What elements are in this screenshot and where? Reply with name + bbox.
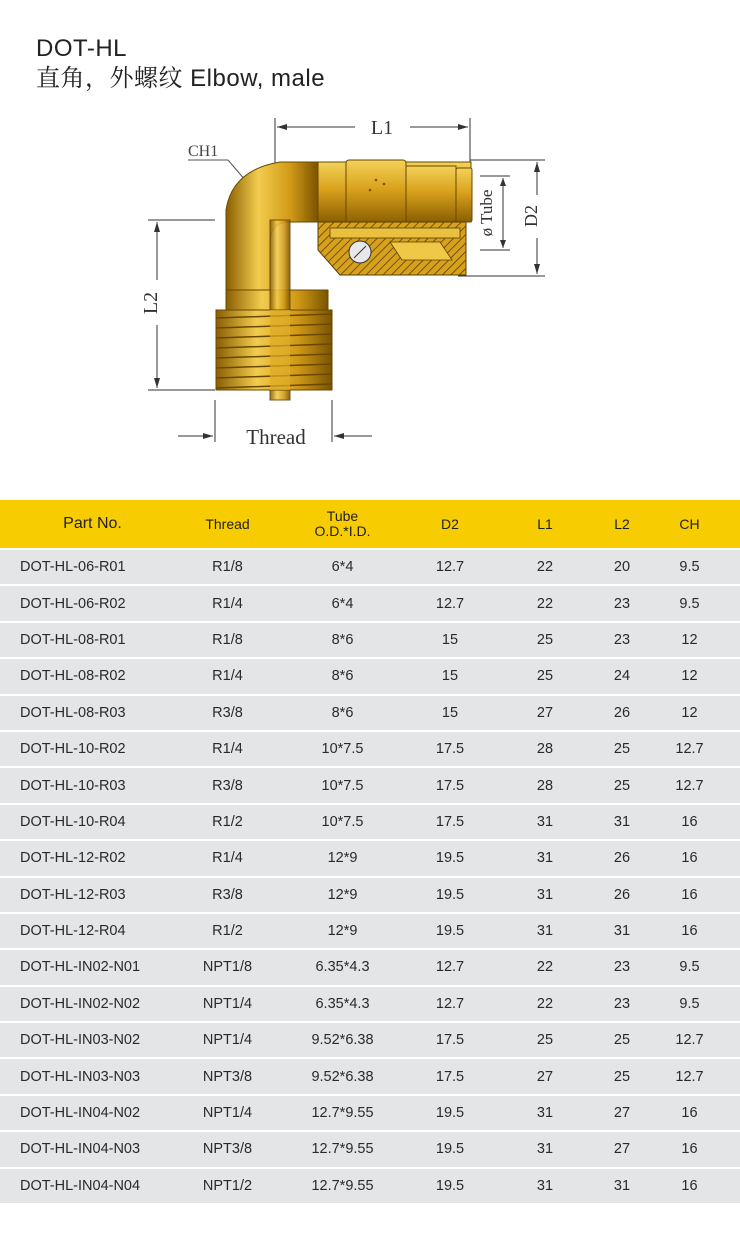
table-row [0,585,740,621]
cell-l2: 23 [605,986,639,1022]
cell-part-no: DOT-HL-06-R02 [0,585,185,621]
product-subtitle: 直角，外螺纹 Elbow, male [36,65,326,92]
label-ch1: CH1 [188,143,219,160]
cell-ch: 16 [639,1168,740,1203]
cell-tube: 12.7*9.55 [270,1168,415,1203]
dimension-tube [477,176,510,250]
cell-d2: 19.5 [415,1168,485,1203]
label-l1: L1 [370,117,394,139]
cell-thread: NPT1/8 [185,949,270,985]
cell-d2: 17.5 [415,731,485,767]
cell-part-no: DOT-HL-IN02-N02 [0,986,185,1022]
table-row [0,840,740,876]
table-row [0,1058,740,1094]
cell-thread: R1/4 [185,840,270,876]
cell-thread: R1/4 [185,731,270,767]
cell-thread: R1/4 [185,658,270,694]
cell-d2: 12.7 [415,986,485,1022]
cell-tube: 12.7*9.55 [270,1131,415,1167]
cell-d2: 12.7 [415,549,485,585]
header-ch: CH [639,500,740,549]
cell-l1: 25 [485,622,605,658]
cell-ch: 12.7 [639,1022,740,1058]
header-d2: D2 [415,500,485,549]
cell-part-no: DOT-HL-06-R01 [0,549,185,585]
cell-part-no: DOT-HL-10-R04 [0,804,185,840]
cell-ch: 9.5 [639,949,740,985]
header-tube-line1: Tube [326,508,359,524]
cell-l1: 22 [485,949,605,985]
cell-thread: R1/2 [185,913,270,949]
header-l2: L2 [605,500,639,549]
label-thread: Thread [246,425,306,449]
cell-l1: 25 [485,1022,605,1058]
cell-l1: 28 [485,767,605,803]
table-header [0,500,740,549]
fitting-body [216,160,472,400]
cell-ch: 16 [639,1095,740,1131]
cell-tube: 9.52*6.38 [270,1058,415,1094]
cell-ch: 12.7 [639,767,740,803]
cell-d2: 17.5 [415,1058,485,1094]
cell-l1: 27 [485,1058,605,1094]
cell-l1: 31 [485,1168,605,1203]
cell-thread: R3/8 [185,767,270,803]
dimension-l2 [140,220,215,390]
cell-part-no: DOT-HL-12-R04 [0,913,185,949]
cell-ch: 16 [639,840,740,876]
cell-ch: 9.5 [639,549,740,585]
table-row [0,877,740,913]
cell-part-no: DOT-HL-08-R03 [0,695,185,731]
cell-part-no: DOT-HL-08-R02 [0,658,185,694]
cell-d2: 12.7 [415,949,485,985]
cell-ch: 12.7 [639,731,740,767]
cell-tube: 8*6 [270,695,415,731]
cell-ch: 16 [639,877,740,913]
cell-l2: 26 [605,840,639,876]
cell-tube: 10*7.5 [270,731,415,767]
cell-tube: 10*7.5 [270,767,415,803]
table-row [0,622,740,658]
cell-ch: 16 [639,913,740,949]
cell-thread: R3/8 [185,695,270,731]
cell-thread: NPT1/4 [185,986,270,1022]
cell-l1: 31 [485,840,605,876]
cell-ch: 12.7 [639,1058,740,1094]
cell-thread: NPT3/8 [185,1058,270,1094]
cell-tube: 10*7.5 [270,804,415,840]
cell-l2: 20 [605,549,639,585]
cell-d2: 17.5 [415,1022,485,1058]
cell-thread: NPT1/2 [185,1168,270,1203]
cell-thread: NPT1/4 [185,1095,270,1131]
cell-l1: 31 [485,804,605,840]
table-row [0,1022,740,1058]
cell-tube: 6*4 [270,549,415,585]
table-body [0,549,740,1203]
cell-ch: 16 [639,1131,740,1167]
cell-thread: NPT1/4 [185,1022,270,1058]
spec-table [0,500,740,1203]
cell-l2: 24 [605,658,639,694]
cell-l2: 23 [605,622,639,658]
cell-l1: 31 [485,1131,605,1167]
cell-l1: 22 [485,986,605,1022]
title-block [36,34,325,94]
cell-part-no: DOT-HL-12-R03 [0,877,185,913]
cell-thread: R3/8 [185,877,270,913]
cell-d2: 12.7 [415,585,485,621]
label-d2: D2 [521,205,541,227]
cell-part-no: DOT-HL-10-R03 [0,767,185,803]
header-tube [270,500,415,549]
header-thread: Thread [185,500,270,549]
label-l2: L2 [140,291,162,315]
table-row [0,913,740,949]
cell-d2: 19.5 [415,840,485,876]
cell-part-no: DOT-HL-08-R01 [0,622,185,658]
cell-l2: 25 [605,1058,639,1094]
cell-part-no: DOT-HL-IN03-N03 [0,1058,185,1094]
table-row [0,731,740,767]
cell-d2: 17.5 [415,804,485,840]
table-row [0,986,740,1022]
table-row [0,804,740,840]
cell-part-no: DOT-HL-IN04-N03 [0,1131,185,1167]
cell-thread: R1/8 [185,549,270,585]
cell-thread: R1/8 [185,622,270,658]
cell-d2: 19.5 [415,1095,485,1131]
cell-part-no: DOT-HL-10-R02 [0,731,185,767]
table-row [0,767,740,803]
cell-ch: 12 [639,658,740,694]
cell-d2: 15 [415,622,485,658]
table-row [0,1095,740,1131]
table-row [0,658,740,694]
thread-section [216,310,332,390]
cell-thread: R1/4 [185,585,270,621]
cell-part-no: DOT-HL-IN04-N04 [0,1168,185,1203]
cell-l1: 31 [485,1095,605,1131]
cell-ch: 12 [639,695,740,731]
cell-thread: R1/2 [185,804,270,840]
cell-d2: 17.5 [415,767,485,803]
cell-tube: 6.35*4.3 [270,986,415,1022]
cell-tube: 6*4 [270,585,415,621]
table-row [0,1168,740,1203]
cell-l2: 31 [605,913,639,949]
cell-l2: 27 [605,1131,639,1167]
cell-part-no: DOT-HL-12-R02 [0,840,185,876]
cell-l1: 22 [485,549,605,585]
cell-l2: 31 [605,804,639,840]
cell-ch: 9.5 [639,986,740,1022]
cell-l1: 22 [485,585,605,621]
cell-l2: 27 [605,1095,639,1131]
table-row [0,695,740,731]
cell-d2: 19.5 [415,913,485,949]
cell-d2: 15 [415,658,485,694]
cell-ch: 12 [639,622,740,658]
model-title: DOT-HL [36,35,128,62]
cell-ch: 16 [639,804,740,840]
cell-tube: 6.35*4.3 [270,949,415,985]
header-part-no: Part No. [0,500,185,549]
cell-l2: 25 [605,767,639,803]
elbow-fitting-drawing [140,110,560,470]
cell-l2: 31 [605,1168,639,1203]
cell-tube: 12.7*9.55 [270,1095,415,1131]
table-row [0,949,740,985]
cell-l2: 23 [605,949,639,985]
cell-part-no: DOT-HL-IN03-N02 [0,1022,185,1058]
cell-l1: 31 [485,877,605,913]
cell-l1: 25 [485,658,605,694]
header-l1: L1 [485,500,605,549]
cell-l2: 26 [605,695,639,731]
cell-l2: 25 [605,1022,639,1058]
cell-tube: 9.52*6.38 [270,1022,415,1058]
cell-part-no: DOT-HL-IN04-N02 [0,1095,185,1131]
cell-l1: 27 [485,695,605,731]
cell-d2: 19.5 [415,877,485,913]
cell-tube: 8*6 [270,622,415,658]
header-tube-line2: O.D.*I.D. [314,523,371,539]
cell-d2: 19.5 [415,1131,485,1167]
cell-tube: 12*9 [270,840,415,876]
cell-part-no: DOT-HL-IN02-N01 [0,949,185,985]
cell-thread: NPT3/8 [185,1131,270,1167]
cell-tube: 8*6 [270,658,415,694]
cell-l1: 31 [485,913,605,949]
table-row [0,1131,740,1167]
cell-tube: 12*9 [270,913,415,949]
cell-d2: 15 [415,695,485,731]
cell-ch: 9.5 [639,585,740,621]
cell-l2: 23 [605,585,639,621]
cell-l1: 28 [485,731,605,767]
cell-l2: 26 [605,877,639,913]
cell-l2: 25 [605,731,639,767]
dimension-thread [178,400,372,449]
cell-tube: 12*9 [270,877,415,913]
label-tube: ø Tube [477,189,496,237]
table-row [0,549,740,585]
